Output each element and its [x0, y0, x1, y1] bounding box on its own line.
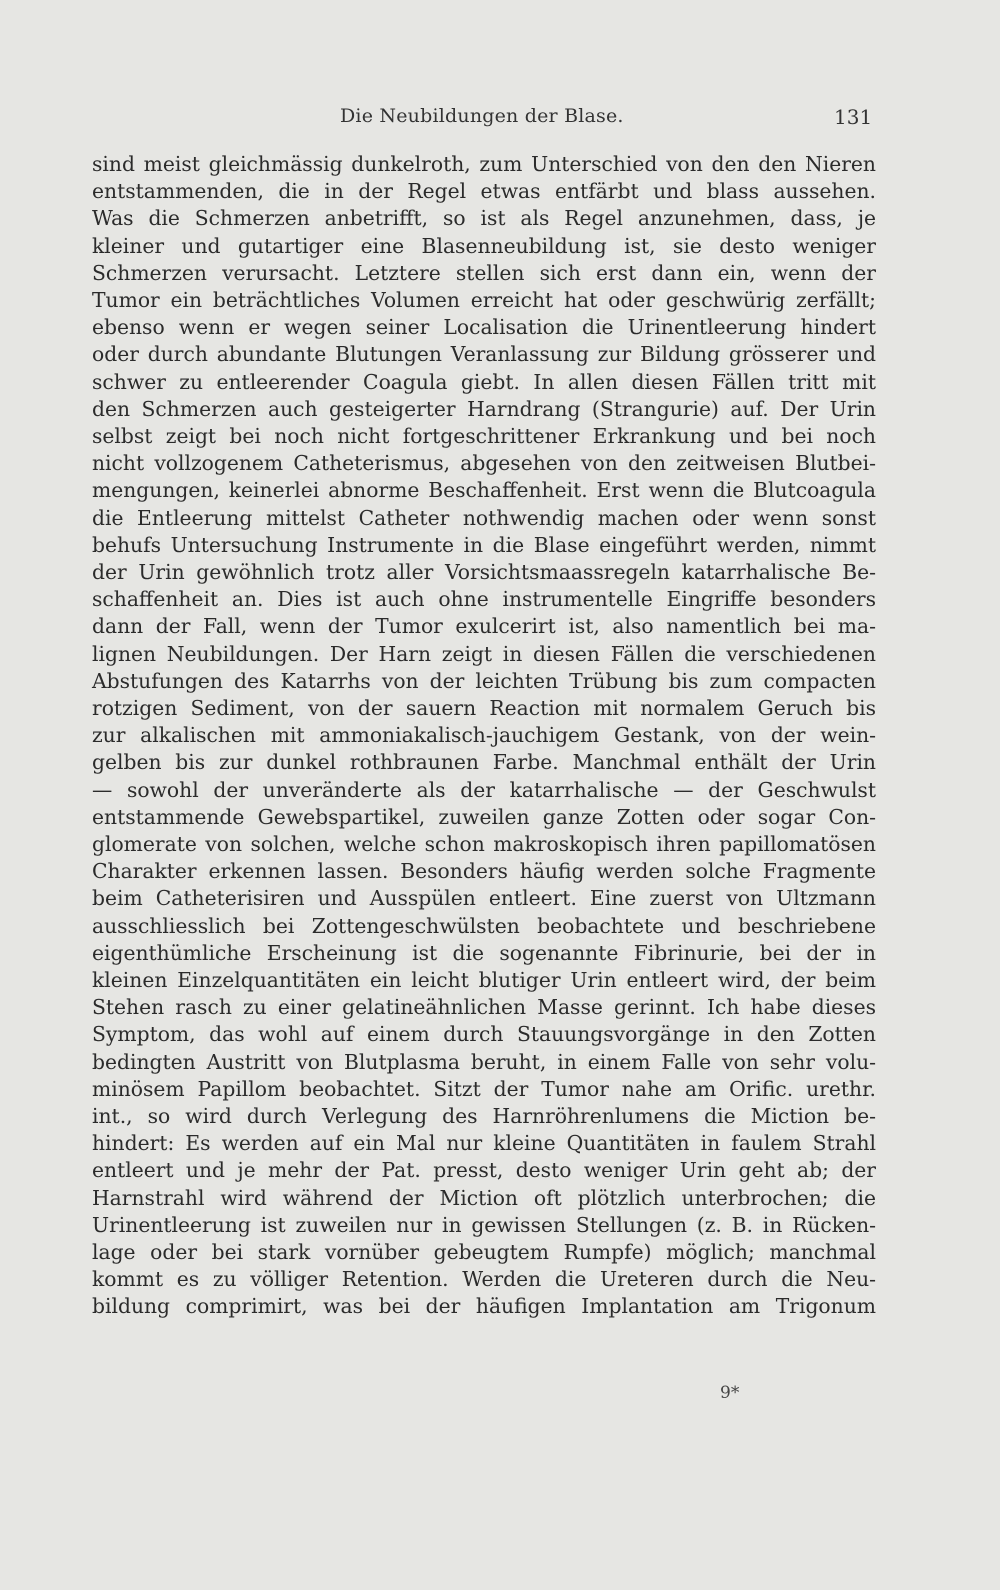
text-line: entstammenden, die in der Regel etwas entfärbt und blass aussehen. [92, 179, 876, 204]
text-line: Urinentleerung ist zuweilen nur in gewissen Stellungen (z. B. in Rücken- [92, 1212, 876, 1237]
text-line: Stehen rasch zu einer gelatineähnlichen Masse gerinnt. Ich habe dieses [92, 995, 876, 1020]
page-number: 131 [834, 105, 873, 129]
text-line: glomerate von solchen, welche schon makroskopisch ihren papillomatösen [92, 832, 876, 856]
text-line: beim Catheterisiren und Ausspülen entleert. Eine zuerst von Ultzmann [92, 886, 876, 911]
text-line: Charakter erkennen lassen. Besonders häufig werden solche Fragmente [92, 859, 876, 884]
text-line: Symptom, das wohl auf einem durch Stauungsvorgänge in den Zotten [92, 1022, 876, 1047]
text-line: entleert und je mehr der Pat. presst, desto weniger Urin geht ab; der [92, 1158, 876, 1183]
text-line: minösem Papillom beobachtet. Sitzt der Tumor nahe am Orific. urethr. [92, 1076, 876, 1101]
text-line [92, 1374, 876, 1403]
text-line [92, 1347, 876, 1376]
text-line: Harnstrahl wird während der Miction oft plötzlich unterbrochen; die [92, 1185, 876, 1210]
text-line: ausschliesslich bei Zottengeschwülsten beobachtete und beschriebene [92, 913, 876, 938]
text-line: ebenso wenn er wegen seiner Localisation die Urinentleerung hindert [92, 315, 876, 340]
text-line: oder durch abundante Blutungen Veranlassung zur Bildung grösserer und [92, 342, 876, 367]
text-line: lage oder bei stark vornüber gebeugtem Rumpfe) möglich; manchmal [92, 1240, 876, 1264]
text-line: bedingten Austritt von Blutplasma beruht, in einem Falle von sehr volu- [92, 1049, 876, 1074]
text-line: der Urin gewöhnlich trotz aller Vorsichtsmaassregeln katarrhalische Be- [92, 560, 876, 584]
text-line: schwer zu entleerender Coagula giebt. In allen diesen Fällen tritt mit [92, 369, 876, 394]
text-line: lignen Neubildungen. Der Harn zeigt in diesen Fällen die verschiedenen [92, 641, 876, 666]
text-line: — sowohl der unveränderte als der katarrhalische — der Geschwulst [92, 777, 876, 802]
text-line: mengungen, keinerlei abnorme Beschaffenheit. Erst wenn die Blutcoagula [92, 478, 876, 503]
text-line: den Schmerzen auch gesteigerter Harndrang (Strangurie) auf. Der Urin [92, 396, 876, 421]
text-line: gelben bis zur dunkel rothbraunen Farbe. Manchmal enthält der Urin [92, 750, 876, 775]
text-line: dann der Fall, wenn der Tumor exulcerirt ist, also namentlich bei ma- [92, 614, 876, 639]
text-line: kleinen Einzelquantitäten ein leicht blutiger Urin entleert wird, der beim [92, 968, 876, 992]
text-line: Was die Schmerzen anbetrifft, so ist als Regel anzunehmen, dass, je [92, 206, 876, 231]
text-line: entstammende Gewebspartikel, zuweilen ganze Zotten oder sogar Con- [92, 804, 876, 829]
running-header-title: Die Neubildungen der Blase. [340, 105, 624, 127]
text-line [92, 1320, 876, 1349]
text-line: sind meist gleichmässig dunkelroth, zum Unterschied von den den Nieren [92, 152, 876, 176]
text-line: int., so wird durch Verlegung des Harnröhrenlumens die Miction be- [92, 1104, 876, 1128]
text-line: eigenthümliche Erscheinung ist die sogenannte Fibrinurie, bei der in [92, 940, 876, 965]
text-line: schaffenheit an. Dies ist auch ohne instrumentelle Eingriffe besonders [92, 587, 876, 612]
text-line: zur alkalischen mit ammoniakalisch-jauchigem Gestank, von der wein- [92, 723, 876, 748]
text-line: die Entleerung mittelst Catheter nothwendig machen oder wenn sonst [92, 505, 876, 530]
text-line: Abstufungen des Katarrhs von der leichten Trübung bis zum compacten [92, 668, 876, 693]
text-line: selbst zeigt bei noch nicht fortgeschrittener Erkrankung und bei noch [92, 424, 876, 448]
signature-mark: 9* [720, 1383, 740, 1403]
text-line: kommt es zu völliger Retention. Werden die Ureteren durch die Neu- [92, 1267, 876, 1292]
text-line: nicht vollzogenem Catheterismus, abgesehen von den zeitweisen Blutbei- [92, 451, 876, 476]
text-line: behufs Untersuchung Instrumente in die Blase eingeführt werden, nimmt [92, 532, 876, 557]
text-line: kleiner und gutartiger eine Blasenneubildung ist, sie desto weniger [92, 233, 876, 258]
text-line: bildung comprimirt, was bei der häufigen Implantation am Trigonum [92, 1294, 876, 1319]
text-line: Schmerzen verursacht. Letztere stellen sich erst dann ein, wenn der [92, 260, 876, 285]
text-line: hindert: Es werden auf ein Mal nur kleine Quantitäten in faulem Strahl [92, 1131, 876, 1156]
text-line: rotzigen Sediment, von der sauern Reaction mit normalem Geruch bis [92, 696, 876, 720]
text-line: Tumor ein beträchtliches Volumen erreicht hat oder geschwürig zerfällt; [92, 288, 876, 312]
